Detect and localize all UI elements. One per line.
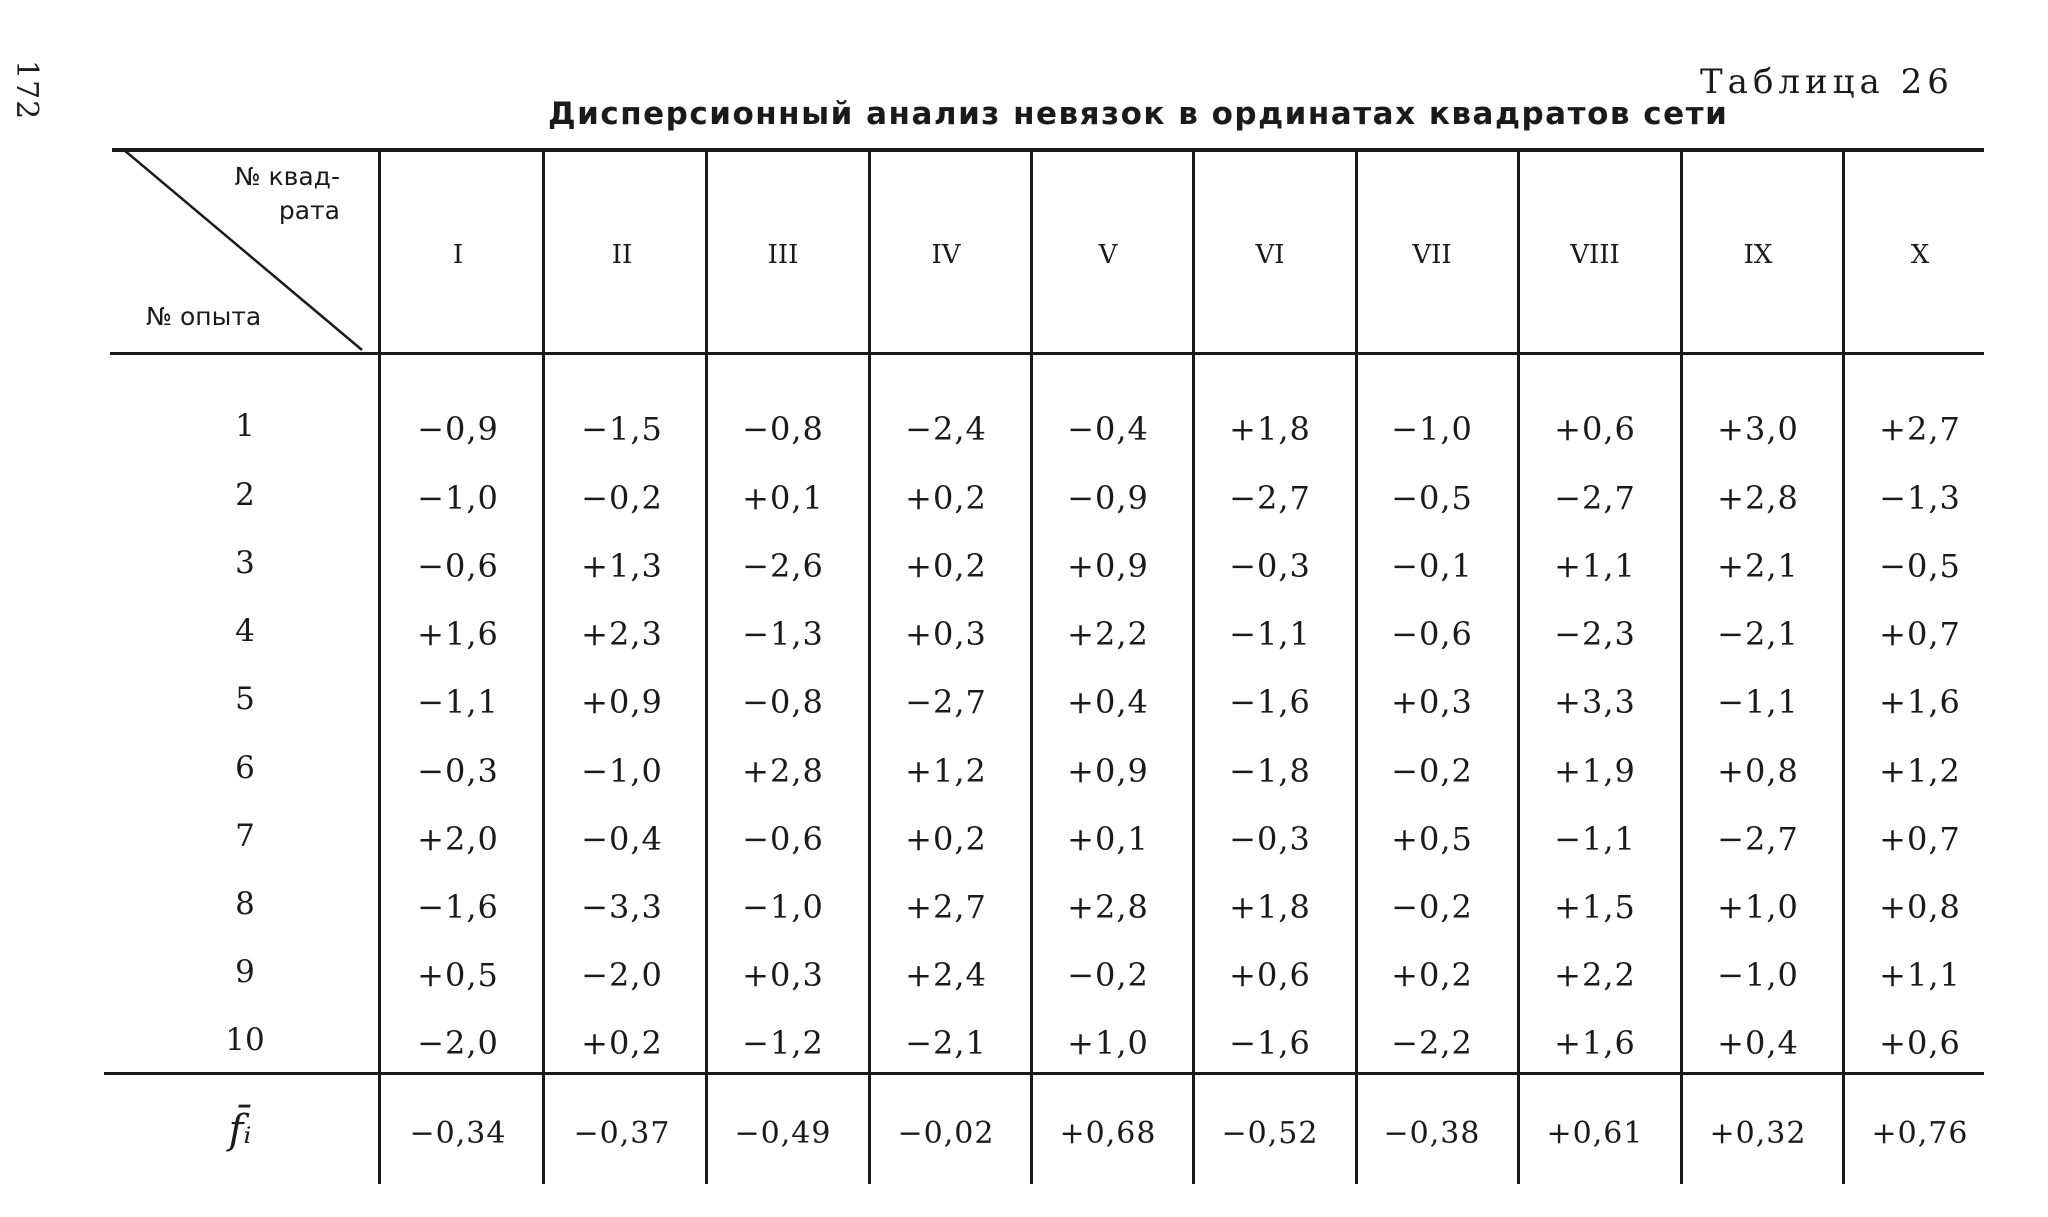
corner-header-experiment: № опыта — [146, 302, 262, 331]
table-cell: −1,8 — [1229, 752, 1311, 790]
table-cell: +2,3 — [581, 615, 663, 653]
table-cell: +0,7 — [1879, 820, 1961, 858]
table-cell: +1,0 — [1067, 1024, 1149, 1062]
summary-cell: −0,37 — [573, 1116, 671, 1151]
table-cell: −1,3 — [742, 615, 824, 653]
table-cell: +3,3 — [1554, 683, 1636, 721]
row-number: 9 — [235, 954, 255, 990]
page-number: 172 — [9, 60, 44, 121]
table-cell: +1,5 — [1554, 888, 1636, 926]
table-cell: +0,4 — [1717, 1024, 1799, 1062]
table-cell: +0,7 — [1879, 615, 1961, 653]
table-cell: −2,0 — [581, 956, 663, 994]
table-cell: +1,6 — [1879, 683, 1961, 721]
column-header: III — [767, 240, 799, 270]
corner-header-line1: № квад- — [234, 162, 340, 191]
row-number: 10 — [225, 1022, 265, 1058]
table-cell: −0,2 — [1067, 956, 1149, 994]
column-header: VII — [1412, 240, 1452, 270]
table-cell: +3,0 — [1717, 410, 1799, 448]
table-cell: +1,1 — [1554, 547, 1636, 585]
table-cell: +0,8 — [1717, 752, 1799, 790]
table-cell: −2,0 — [417, 1024, 499, 1062]
table-cell: −1,2 — [742, 1024, 824, 1062]
summary-label — [210, 1107, 270, 1153]
table-cell: +0,6 — [1879, 1024, 1961, 1062]
row-number: 7 — [235, 818, 255, 854]
column-header: IX — [1743, 240, 1773, 270]
table-cell: +0,6 — [1229, 956, 1311, 994]
table-cell: +0,9 — [1067, 752, 1149, 790]
table-cell: +1,6 — [1554, 1024, 1636, 1062]
summary-cell: +0,68 — [1059, 1116, 1157, 1151]
table-cell: −1,0 — [417, 479, 499, 517]
table-cell: +0,5 — [417, 956, 499, 994]
table-cell: −0,8 — [742, 683, 824, 721]
table-cell: +0,1 — [742, 479, 824, 517]
table-cell: +0,1 — [1067, 820, 1149, 858]
table-cell: +1,8 — [1229, 410, 1311, 448]
row-number: 2 — [235, 477, 255, 513]
table-cell: +1,8 — [1229, 888, 1311, 926]
table-cell: +0,3 — [905, 615, 987, 653]
table-cell: +1,2 — [1879, 752, 1961, 790]
table-cell: +2,2 — [1067, 615, 1149, 653]
table-cell: −1,6 — [417, 888, 499, 926]
table-cell: −0,3 — [1229, 547, 1311, 585]
column-header: V — [1098, 240, 1118, 270]
summary-cell: +0,32 — [1709, 1116, 1807, 1151]
table-cell: −1,0 — [1717, 956, 1799, 994]
table-cell: −0,4 — [1067, 410, 1149, 448]
table-cell: −2,6 — [742, 547, 824, 585]
summary-cell: −0,49 — [734, 1116, 832, 1151]
table-cell: −2,1 — [1717, 615, 1799, 653]
table-cell: −0,2 — [1391, 752, 1473, 790]
table-cell: +1,1 — [1879, 956, 1961, 994]
table-cell: −0,5 — [1391, 479, 1473, 517]
table-cell: −1,6 — [1229, 683, 1311, 721]
table-cell: +0,4 — [1067, 683, 1149, 721]
table-cell: +0,6 — [1554, 410, 1636, 448]
table-cell: +0,8 — [1879, 888, 1961, 926]
table-cell: +2,2 — [1554, 956, 1636, 994]
row-number: 8 — [235, 886, 255, 922]
row-number: 3 — [235, 545, 255, 581]
table-cell: −1,1 — [417, 683, 499, 721]
row-number: 1 — [235, 408, 255, 444]
row-number: 5 — [235, 681, 255, 717]
table-cell: −1,5 — [581, 410, 663, 448]
table-cell: +2,7 — [1879, 410, 1961, 448]
corner-header-square — [210, 160, 340, 228]
row-number: 4 — [235, 613, 255, 649]
column-header: VI — [1255, 240, 1285, 270]
table-cell: +2,0 — [417, 820, 499, 858]
row-number: 6 — [235, 750, 255, 786]
table-cell: −0,6 — [417, 547, 499, 585]
corner-header-line2: рата — [278, 196, 340, 225]
table-cell: −0,2 — [1391, 888, 1473, 926]
column-header: II — [611, 240, 633, 270]
table-cell: −0,9 — [1067, 479, 1149, 517]
table-cell: −1,0 — [1391, 410, 1473, 448]
table-cell: +0,9 — [581, 683, 663, 721]
table-cell: −2,7 — [905, 683, 987, 721]
table-cell: −2,1 — [905, 1024, 987, 1062]
table-cell: +1,2 — [905, 752, 987, 790]
table-cell: +1,3 — [581, 547, 663, 585]
table-cell: +0,2 — [1391, 956, 1473, 994]
table-label: Таблица 26 — [1700, 62, 1954, 102]
table-cell: +0,2 — [905, 820, 987, 858]
table-cell: −0,8 — [742, 410, 824, 448]
table-cell: −0,3 — [1229, 820, 1311, 858]
table-cell: +2,7 — [905, 888, 987, 926]
table-cell: −0,2 — [581, 479, 663, 517]
table-cell: −1,3 — [1879, 479, 1961, 517]
table-cell: −1,0 — [742, 888, 824, 926]
summary-cell: +0,76 — [1871, 1116, 1969, 1151]
table-cell: −0,1 — [1391, 547, 1473, 585]
column-header: IV — [931, 240, 961, 270]
table-cell: −1,1 — [1554, 820, 1636, 858]
table-cell: +0,2 — [581, 1024, 663, 1062]
column-header: X — [1910, 240, 1930, 270]
table-cell: −2,7 — [1229, 479, 1311, 517]
table-cell: +2,8 — [742, 752, 824, 790]
table-cell: −2,2 — [1391, 1024, 1473, 1062]
summary-cell: −0,52 — [1221, 1116, 1319, 1151]
table-cell: −0,3 — [417, 752, 499, 790]
table-cell: −3,3 — [581, 888, 663, 926]
summary-cell: −0,02 — [897, 1116, 995, 1151]
table-cell: +0,5 — [1391, 820, 1473, 858]
table-cell: −2,3 — [1554, 615, 1636, 653]
table-cell: +1,6 — [417, 615, 499, 653]
table-title: Дисперсионный анализ невязок в ординатах квадратов сети — [548, 96, 1729, 132]
table-cell: −0,5 — [1879, 547, 1961, 585]
summary-cell: +0,61 — [1546, 1116, 1644, 1151]
table-cell: +1,0 — [1717, 888, 1799, 926]
table-cell: −1,1 — [1717, 683, 1799, 721]
column-header: I — [452, 240, 464, 270]
table-cell: −0,6 — [1391, 615, 1473, 653]
table-cell: −0,9 — [417, 410, 499, 448]
table-cell: +2,1 — [1717, 547, 1799, 585]
table-cell: −2,4 — [905, 410, 987, 448]
table-cell: +0,9 — [1067, 547, 1149, 585]
table-cell: +2,8 — [1067, 888, 1149, 926]
mean-symbol: f̄ᵢ — [228, 1107, 252, 1153]
table-cell: −1,0 — [581, 752, 663, 790]
table-cell: +0,3 — [742, 956, 824, 994]
summary-cell: −0,34 — [409, 1116, 507, 1151]
table-cell: +2,4 — [905, 956, 987, 994]
table-cell: +0,3 — [1391, 683, 1473, 721]
table-cell: −1,6 — [1229, 1024, 1311, 1062]
table-cell: −2,7 — [1717, 820, 1799, 858]
table-cell: +0,2 — [905, 479, 987, 517]
table-cell: +2,8 — [1717, 479, 1799, 517]
column-header: VIII — [1570, 240, 1620, 270]
table-cell: −1,1 — [1229, 615, 1311, 653]
table-cell: +1,9 — [1554, 752, 1636, 790]
summary-cell: −0,38 — [1383, 1116, 1481, 1151]
table-cell: −0,6 — [742, 820, 824, 858]
table-cell: +0,2 — [905, 547, 987, 585]
table-cell: −2,7 — [1554, 479, 1636, 517]
table-cell: −0,4 — [581, 820, 663, 858]
